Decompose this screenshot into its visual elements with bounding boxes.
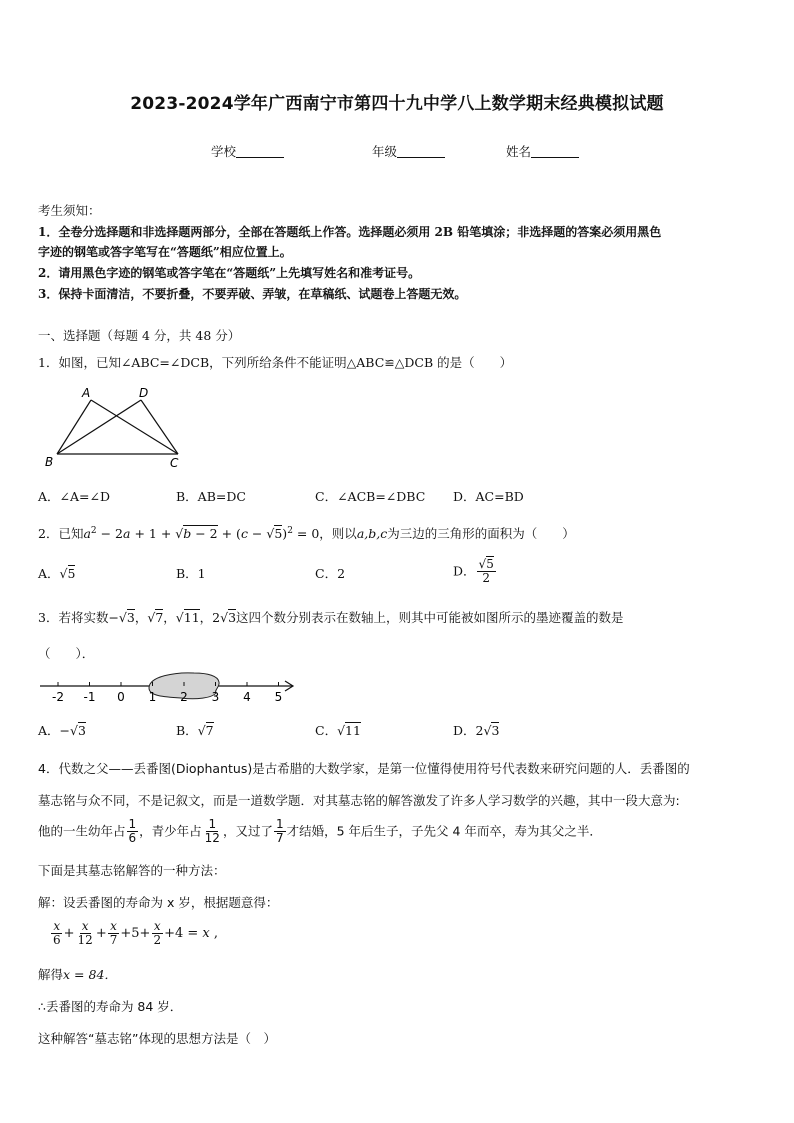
grade-label: 年级	[372, 144, 398, 159]
notice-item-1b: 字迹的钢笔或答字笔写在“答题纸”相应位置上。	[38, 245, 292, 259]
name-label: 姓名	[506, 144, 532, 159]
tick-label: 0	[117, 690, 125, 704]
q1-option-b[interactable]: B．AB=DC	[176, 489, 246, 504]
number-line	[36, 668, 300, 708]
point-c-label: C	[170, 456, 179, 470]
point-a-label: A	[82, 386, 91, 400]
grade-blank[interactable]	[397, 145, 445, 158]
q4-line-5: 解：设丢番图的寿命为 x 岁，根据题意得：	[38, 895, 279, 910]
q3-option-b[interactable]: B．√7	[176, 723, 214, 738]
tick-label: 5	[274, 690, 283, 704]
tick-label: 4	[243, 690, 251, 704]
point-d-label: D	[139, 386, 149, 400]
notice-item-3: 3．保持卡面清洁，不要折叠，不要弄破、弄皱，在草稿纸、试题卷上答题无效。	[38, 287, 467, 301]
school-blank[interactable]	[236, 145, 284, 158]
q2-option-d[interactable]: D． $\frac{√5}{2}$	[453, 557, 494, 585]
q4-line-7: 解得x = 84．	[38, 967, 117, 982]
q2-option-a[interactable]: A．√5	[38, 566, 76, 581]
q2-suffix: ，则以	[319, 526, 357, 542]
q2-stem: 2．已知$a^2 - 2a + 1 + √b - 2 + (c - √5)^2 = 0$，则以a,b,c为三边的三角形的面积为（ ）	[38, 526, 575, 542]
q4-line-3: 他的一生幼年占 $\frac{1}{6}$ ，青少年占 $\frac{1}{12}$ ，又过了 $\frac{1}{7}$ 才结婚，5 年后生子，子先父 4 年而卒，寿为其父之半．	[38, 817, 602, 845]
q1-triangle-figure	[40, 382, 190, 472]
q3-option-c[interactable]: C．√11	[315, 723, 361, 738]
q4-line-4: 下面是其墓志铭解答的一种方法：	[38, 863, 226, 878]
q2-option-c[interactable]: C．2	[315, 566, 346, 581]
notice-heading: 考生须知：	[38, 203, 101, 218]
q1-option-a[interactable]: A．∠A=∠D	[38, 489, 110, 504]
q3-option-a[interactable]: A．−√3	[38, 723, 86, 738]
tick-label: -1	[83, 690, 96, 704]
tick-label: 3	[211, 690, 220, 704]
q2-abc: a,b,c	[356, 526, 388, 542]
q2-prefix: 2．已知	[38, 526, 84, 542]
school-field[interactable]	[211, 142, 284, 160]
school-label: 学校	[211, 144, 237, 159]
name-field[interactable]	[506, 142, 579, 160]
tick-label: 2	[180, 690, 188, 704]
q4-line-8: ∴丢番图的寿命为 84 岁．	[38, 999, 183, 1014]
name-blank[interactable]	[531, 145, 579, 158]
q3-option-d[interactable]: D．2√3	[453, 723, 500, 738]
q4-line-1: 4．代数之父——丢番图(Diophantus)是古希腊的大数学家，是第一位懂得使用符号代表数来研究问题的人．丢番图的	[38, 761, 690, 776]
q4-line-9: 这种解答“墓志铭”体现的思想方法是（ ）	[38, 1031, 276, 1046]
notice-item-2: 2．请用黑色字迹的钢笔或答字笔在“答题纸”上先填写姓名和准考证号。	[38, 266, 421, 280]
q2-equation: a	[83, 526, 91, 542]
grade-field[interactable]	[372, 142, 445, 160]
q2-option-b[interactable]: B．1	[176, 566, 206, 581]
q1-option-d[interactable]: D．AC=BD	[453, 489, 524, 504]
section-heading: 一、选择题（每题 4 分，共 48 分）	[38, 328, 241, 343]
q1-stem: 1．如图，已知∠ABC=∠DCB，下列所给条件不能证明△ABC≌△DCB 的是（ ）	[38, 355, 513, 370]
q2-suffix2: 为三边的三角形的面积为（ ）	[387, 526, 575, 542]
page-title: 2023-2024学年广西南宁市第四十九中学八上数学期末经典模拟试题	[130, 94, 664, 114]
q4-line-2: 墓志铭与众不同，不是记叙文，而是一道数学题．对其墓志铭的解答激发了许多人学习数学的兴趣，其中一段大意为:	[38, 793, 680, 808]
q1-option-c[interactable]: C．∠ACB=∠DBC	[315, 489, 426, 504]
tick-label: 1	[148, 690, 157, 704]
tick-label: -2	[52, 690, 64, 704]
q4-equation: $\frac{x}{6}$ + $\frac{x}{12}$ + $\frac{x}{7}$ +5+ $\frac{x}{2}$ +4 = x ,	[53, 919, 219, 947]
q3-stem: 3．若将实数−√3，√7，√11，2√3这四个数分别表示在数轴上，则其中可能被如图所示的墨迹覆盖的数是	[38, 610, 624, 625]
point-b-label: B	[45, 455, 54, 469]
notice-item-1: 1．全卷分选择题和非选择题两部分，全部在答题纸上作答。选择题必须用 2B 铅笔填涂；非选择题的答案必须用黑色	[38, 225, 662, 239]
q3-stem-end: （ ）．	[38, 646, 95, 661]
